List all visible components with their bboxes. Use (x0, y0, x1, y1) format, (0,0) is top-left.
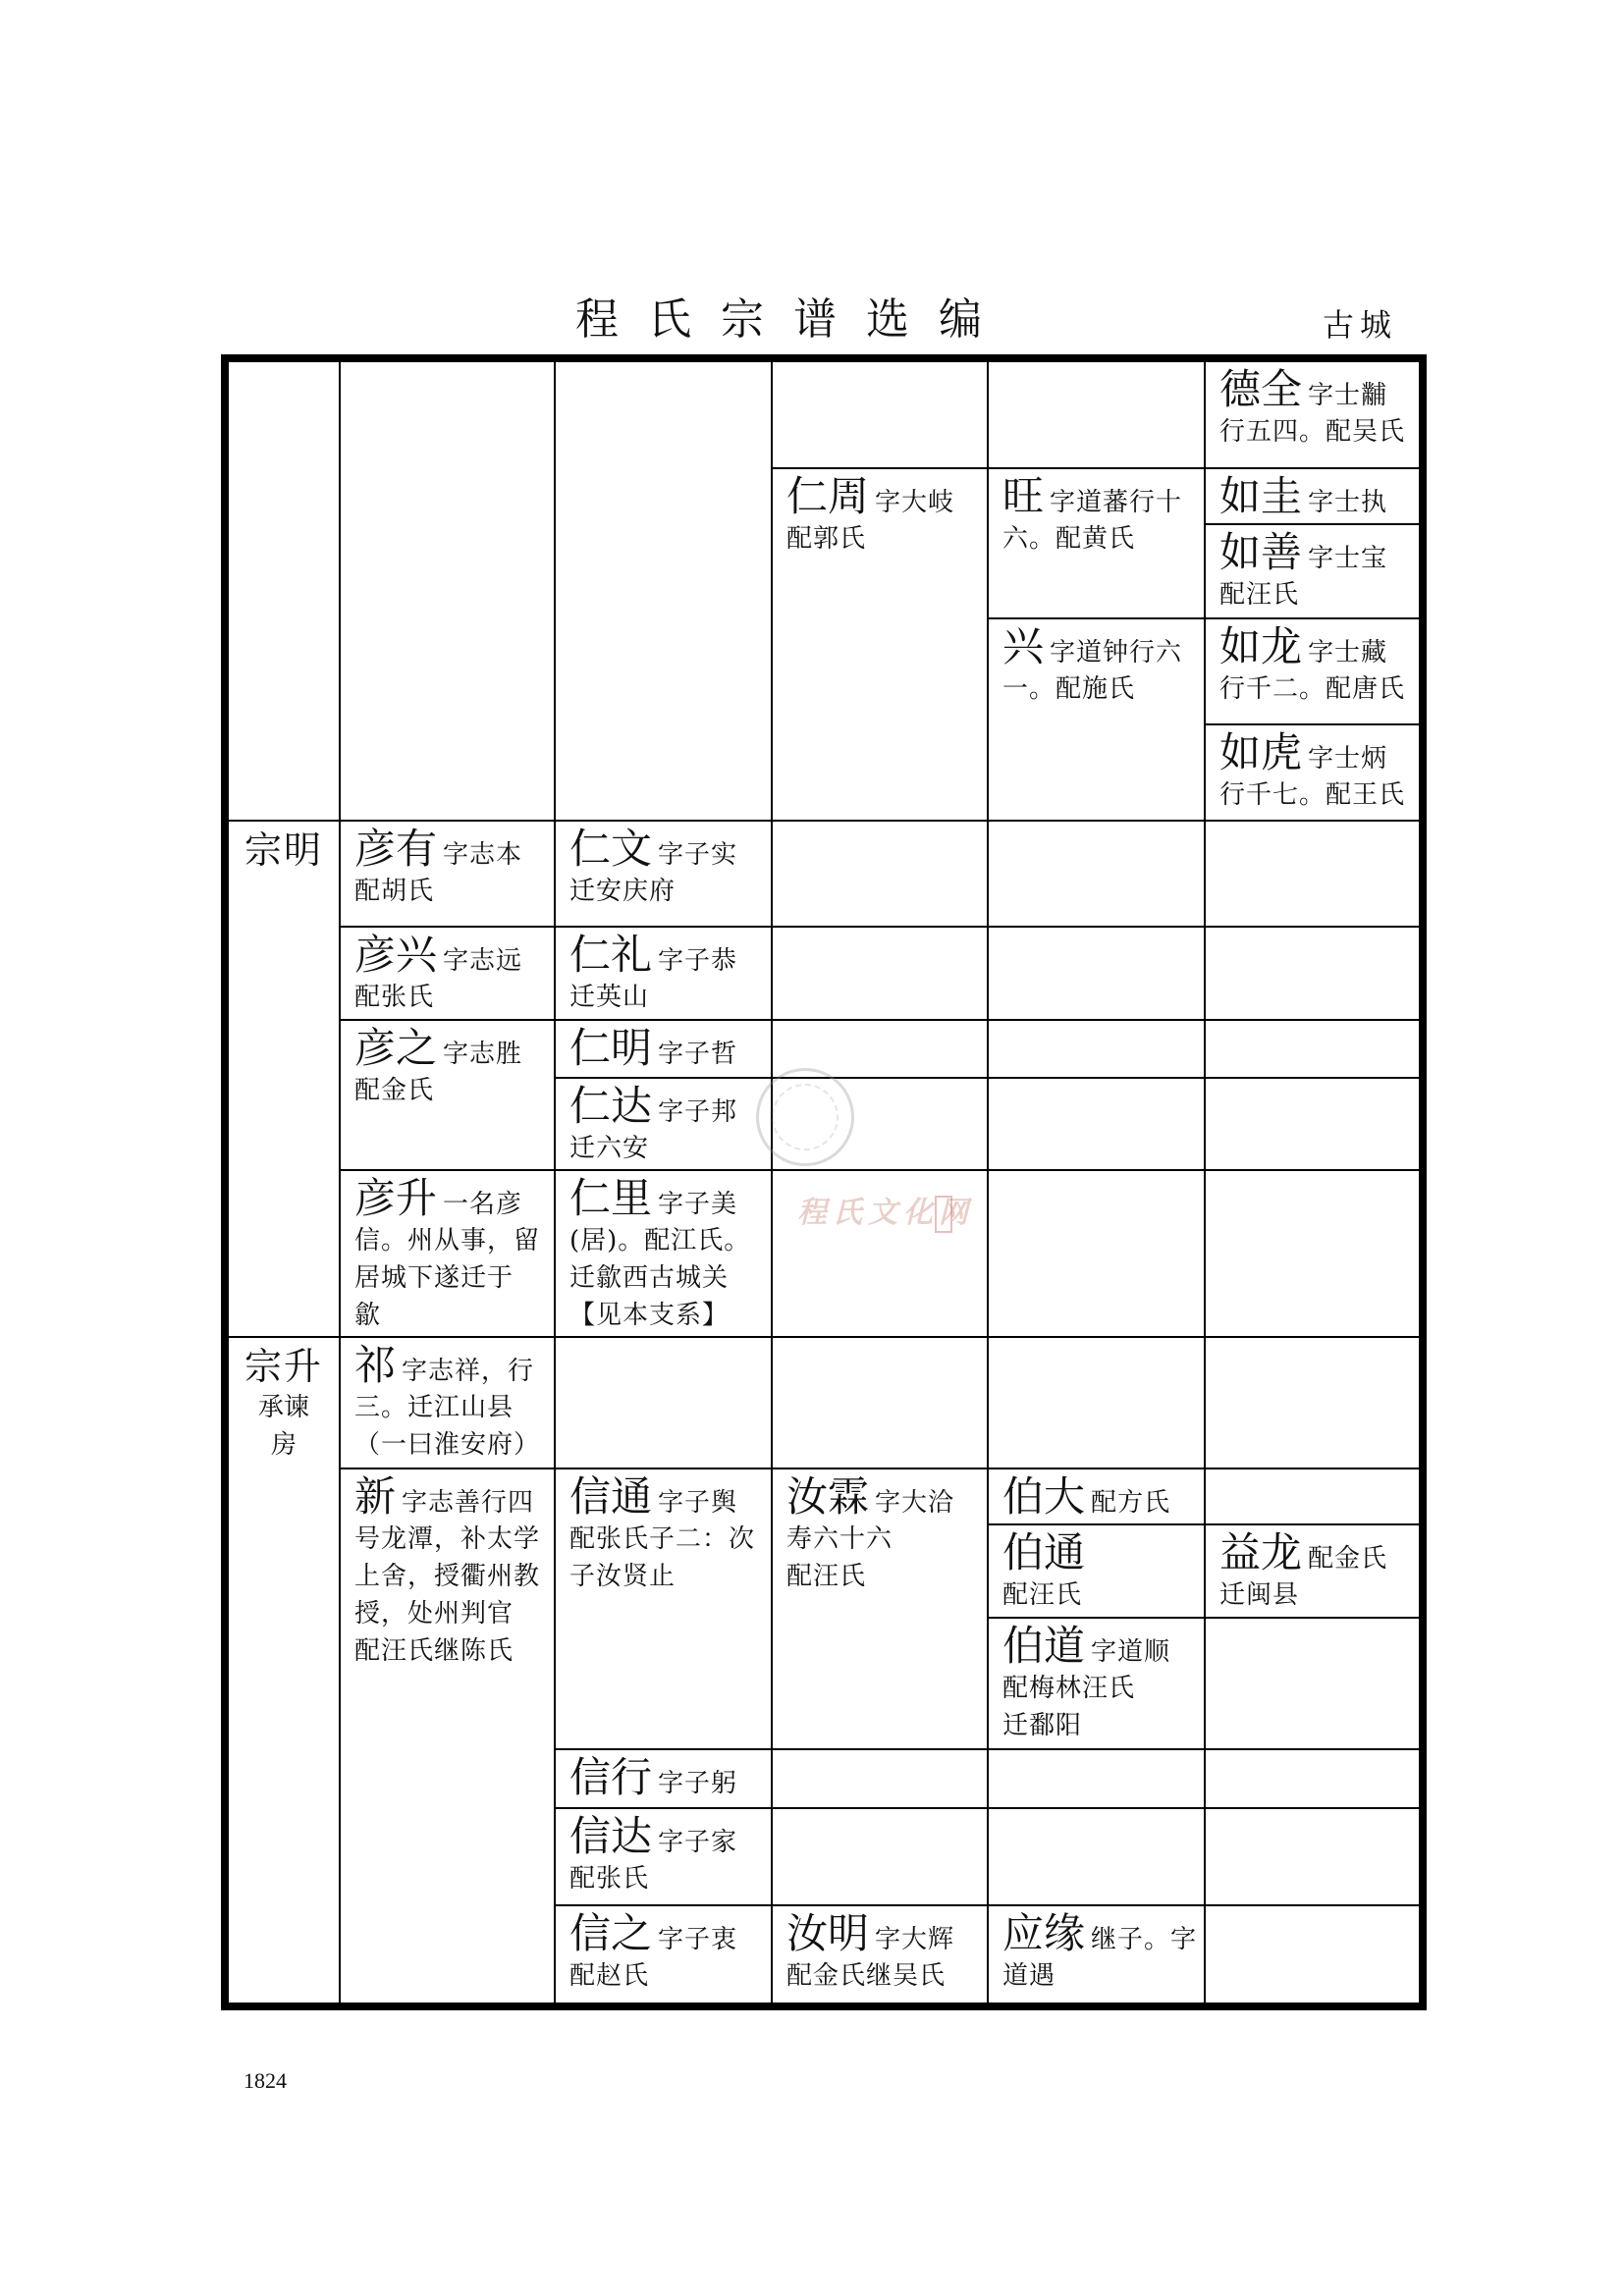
person-note-line: 配汪氏 (1002, 1580, 1083, 1610)
person-name: 兴 (1002, 622, 1045, 670)
person-note-line: 配汪氏 (786, 1562, 867, 1591)
person-note: 字子实 (658, 840, 738, 870)
person-note: 配金氏 (1308, 1544, 1388, 1574)
person-note: 字士执 (1308, 488, 1388, 517)
person-note: 字子美 (658, 1190, 738, 1219)
person-note-line: 【见本支系】 (569, 1301, 730, 1330)
person-note: 字道顺 (1091, 1637, 1171, 1667)
person-name: 仁礼 (569, 931, 653, 979)
watermark-text: 程氏文化网 (797, 1196, 974, 1230)
branch-cell (227, 820, 341, 1338)
person-cell (339, 820, 556, 928)
person-note-line: 配梅林汪氏 (1002, 1674, 1136, 1703)
person-cell (987, 1523, 1206, 1619)
empty-cell (1204, 1077, 1421, 1171)
person-name: 伯道 (1002, 1622, 1086, 1670)
empty-cell (987, 1169, 1206, 1338)
person-name: 旺 (1002, 472, 1045, 520)
empty-cell (987, 360, 1206, 469)
person-cell (339, 1336, 556, 1469)
empty-cell (771, 1807, 989, 1906)
person-note-line: 行五四。配吴氏 (1219, 417, 1406, 447)
person-note: 一名彦 (443, 1190, 523, 1219)
branch-cell (227, 1336, 341, 2004)
person-name: 如虎 (1219, 728, 1303, 776)
person-cell (1204, 723, 1421, 822)
person-name: 彦升 (354, 1174, 438, 1222)
person-cell (987, 1468, 1206, 1525)
person-cell (1204, 360, 1421, 469)
empty-cell (1204, 1019, 1421, 1079)
person-note: 字志远 (443, 946, 523, 976)
person-note-line: 居城下遂迁于 (354, 1263, 514, 1293)
person-note-line: （一曰淮安府） (354, 1430, 541, 1460)
person-cell (987, 1904, 1206, 2004)
person-name: 彦兴 (354, 931, 438, 979)
person-note: 字志善行四 (402, 1488, 535, 1518)
person-note: 字子邦 (658, 1097, 738, 1127)
empty-cell (987, 1077, 1206, 1171)
person-name: 汝明 (786, 1909, 870, 1957)
person-name: 新 (354, 1472, 397, 1521)
person-cell (554, 1748, 773, 1809)
person-note-line: 上舍，授衢州教 (354, 1562, 541, 1591)
person-note: 字大辉 (875, 1925, 955, 1954)
empty-cell (1204, 1748, 1421, 1809)
person-cell (987, 467, 1206, 619)
person-name: 应缘 (1002, 1909, 1086, 1957)
person-name: 信之 (569, 1909, 653, 1957)
person-note-line: 道遇 (1002, 1961, 1056, 1991)
person-note-line: 迁闽县 (1219, 1580, 1300, 1610)
person-note: 字士宝 (1308, 544, 1388, 573)
person-note-line: 歙 (354, 1301, 382, 1330)
empty-cell (987, 1019, 1206, 1079)
person-note: 字子恭 (658, 946, 738, 976)
person-note-line: 迁六安 (569, 1134, 650, 1163)
person-name: 德全 (1219, 365, 1303, 413)
empty-cell (771, 1748, 989, 1809)
empty-cell (1204, 1617, 1421, 1750)
person-cell (771, 1904, 989, 2004)
person-cell (339, 926, 556, 1021)
person-note: 配方氏 (1091, 1488, 1171, 1518)
person-note-line: 迁鄱阳 (1002, 1711, 1083, 1740)
person-name: 仁明 (569, 1024, 653, 1072)
person-note-line: 配金氏 (354, 1076, 435, 1105)
empty-cell (1204, 1336, 1421, 1469)
watermark-seal-ring (772, 1084, 839, 1150)
person-note-line: 迁歙西古城关 (569, 1263, 730, 1293)
person-name: 仁达 (569, 1082, 653, 1130)
person-name: 益龙 (1219, 1528, 1303, 1576)
person-note-line: 三。迁江山县 (354, 1393, 514, 1422)
person-name: 汝霖 (786, 1472, 870, 1521)
person-note: 字志胜 (443, 1040, 523, 1069)
person-note: 字子舆 (658, 1488, 738, 1518)
person-cell (554, 820, 773, 928)
page-number: 1824 (244, 2068, 287, 2093)
person-note-line: 一。配施氏 (1002, 674, 1136, 704)
region-label: 古城 (1323, 306, 1398, 344)
empty-cell (771, 926, 989, 1021)
person-note: 字子家 (658, 1828, 738, 1857)
person-note-line: 配张氏 (354, 983, 435, 1012)
person-cell (987, 1617, 1206, 1750)
empty-cell (554, 360, 773, 822)
person-name: 彦之 (354, 1024, 438, 1072)
person-name: 如善 (1219, 528, 1303, 576)
person-name: 信行 (569, 1753, 653, 1801)
watermark-stamp (935, 1196, 952, 1233)
person-note-line: 迁英山 (569, 983, 650, 1012)
person-cell (1204, 1523, 1421, 1619)
person-note-line: 行千二。配唐氏 (1219, 674, 1406, 704)
person-name: 彦有 (354, 825, 438, 873)
person-note-line: 行千七。配王氏 (1219, 780, 1406, 810)
person-cell (554, 926, 773, 1021)
person-cell (554, 1077, 773, 1171)
person-note-line: 配汪氏继陈氏 (354, 1636, 514, 1666)
person-cell (987, 617, 1206, 822)
person-note-line: 配胡氏 (354, 877, 435, 906)
person-name: 伯通 (1002, 1528, 1086, 1576)
person-name: 伯大 (1002, 1472, 1086, 1521)
person-note-line: 迁安庆府 (569, 877, 677, 906)
empty-cell (1204, 1468, 1421, 1525)
person-name: 仁里 (569, 1174, 653, 1222)
person-note: 字子躬 (658, 1769, 738, 1798)
person-note-line: 配金氏继吴氏 (786, 1961, 947, 1991)
person-cell (554, 1904, 773, 2004)
empty-cell (1204, 820, 1421, 928)
person-note: 字大岐 (875, 488, 955, 517)
person-note-line: 配张氏 (569, 1864, 650, 1894)
person-note-line: 配汪氏 (1219, 580, 1300, 610)
person-cell (554, 1019, 773, 1079)
person-cell (339, 1019, 556, 1171)
empty-cell (1204, 1807, 1421, 1906)
person-note-line: 寿六十六 (786, 1524, 893, 1554)
empty-cell (1204, 1169, 1421, 1338)
person-name: 如龙 (1219, 622, 1303, 670)
person-name: 祁 (354, 1341, 397, 1389)
person-cell (554, 1169, 773, 1338)
branch-note: 承谏房 (257, 1393, 309, 1460)
person-name: 如圭 (1219, 472, 1303, 520)
person-note: 字志祥，行 (402, 1357, 535, 1386)
page-title: 程氏宗谱选编 (575, 294, 1011, 345)
person-note: 字志本 (443, 840, 523, 870)
empty-cell (339, 360, 556, 822)
person-name: 信达 (569, 1812, 653, 1860)
person-cell (554, 1468, 773, 1750)
person-cell (339, 1169, 556, 1338)
person-name: 信通 (569, 1472, 653, 1521)
person-note: 字士黼 (1308, 381, 1388, 410)
person-note: 字道钟行六 (1050, 638, 1183, 667)
person-note: 继子。字 (1091, 1925, 1198, 1954)
person-note-line: 配赵氏 (569, 1961, 650, 1991)
person-note: 字大洽 (875, 1488, 955, 1518)
empty-cell (987, 926, 1206, 1021)
person-note-line: 六。配黄氏 (1002, 524, 1136, 554)
person-note: 字士炳 (1308, 744, 1388, 774)
person-cell (1204, 617, 1421, 725)
person-cell (1204, 523, 1421, 619)
person-cell (339, 1468, 556, 2004)
empty-cell (1204, 926, 1421, 1021)
empty-cell (987, 1336, 1206, 1469)
branch-name: 宗明 (244, 828, 323, 872)
person-note-line: 配张氏子二：次 (569, 1524, 756, 1554)
person-cell (771, 1468, 989, 1750)
person-cell (1204, 467, 1421, 525)
person-note-line: 授，处州判官 (354, 1599, 514, 1629)
person-name: 仁文 (569, 825, 653, 873)
person-cell (771, 467, 989, 822)
empty-cell (1204, 1904, 1421, 2004)
empty-cell (987, 1807, 1206, 1906)
person-note-line: 配郭氏 (786, 524, 867, 554)
person-note-line: 信。州从事，留 (354, 1226, 541, 1255)
empty-cell (771, 820, 989, 928)
empty-cell (227, 360, 341, 822)
empty-cell (771, 1336, 989, 1469)
person-note: 字士藏 (1308, 638, 1388, 667)
person-note: 字道蕃行十 (1050, 488, 1183, 517)
empty-cell (987, 820, 1206, 928)
person-note-line: (居)。配江氏。 (569, 1226, 751, 1255)
empty-cell (554, 1336, 773, 1469)
person-note: 字子哲 (658, 1040, 738, 1069)
person-note-line: 号龙潭，补太学 (354, 1524, 541, 1554)
person-note-line: 子汝贤止 (569, 1562, 677, 1591)
person-note: 字子衷 (658, 1925, 738, 1954)
branch-name: 宗升 (244, 1345, 323, 1388)
empty-cell (987, 1748, 1206, 1809)
person-name: 仁周 (786, 472, 870, 520)
empty-cell (771, 360, 989, 469)
person-cell (554, 1807, 773, 1906)
